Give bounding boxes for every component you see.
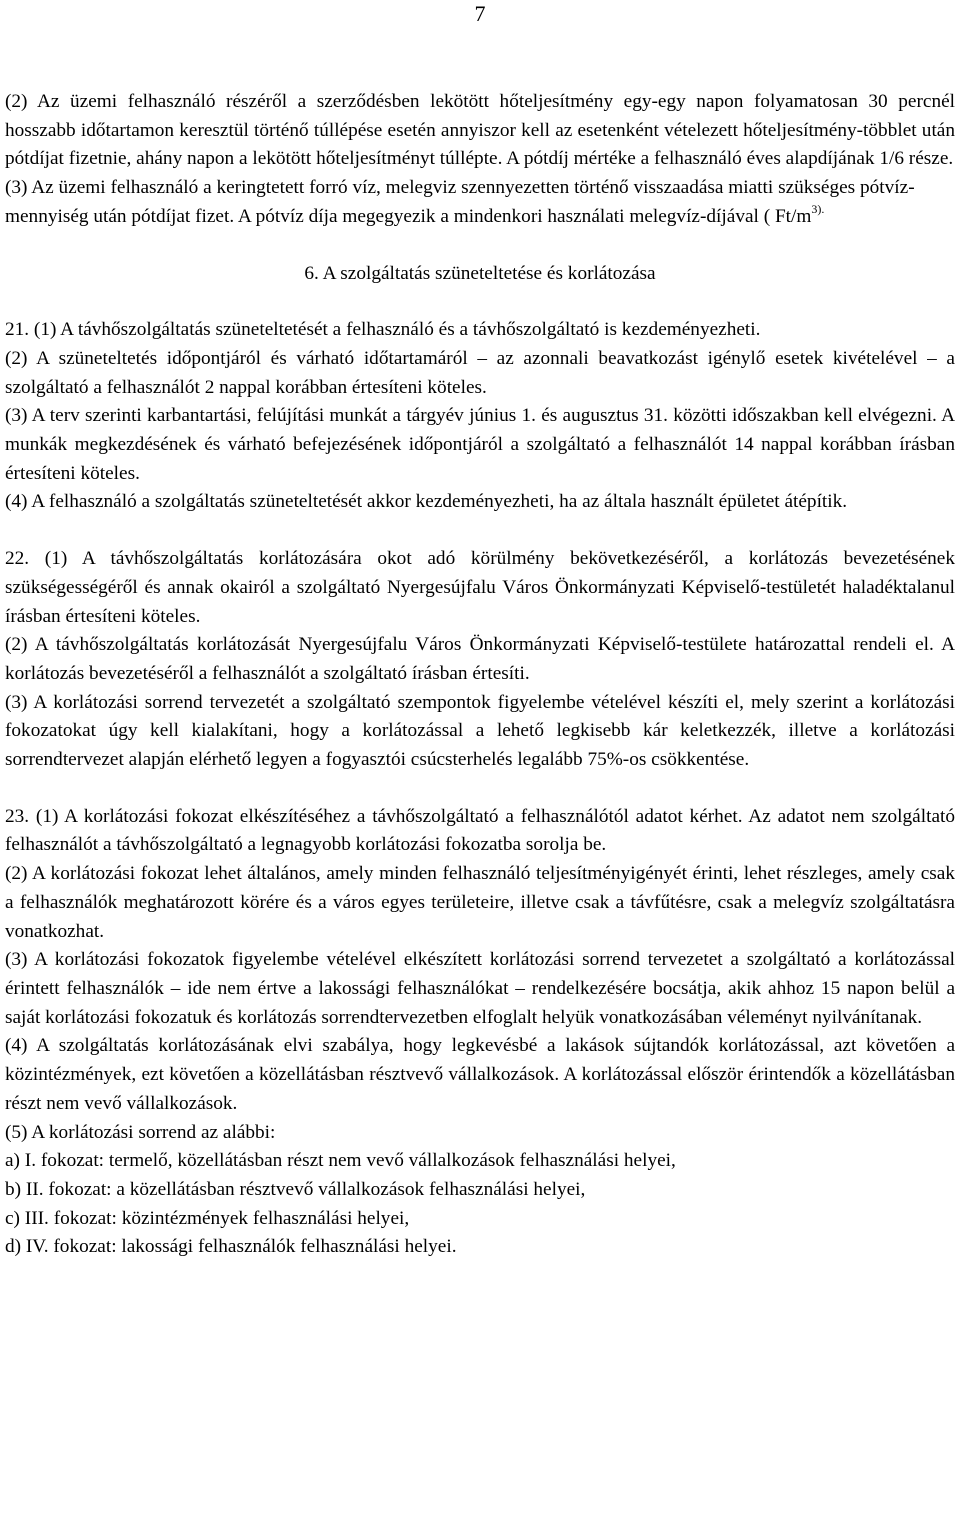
paragraph-23-1: 23. (1) A korlátozási fokozat elkészítéséhez a távhőszolgáltató a felhasználótól adatot kérhet. Az adatot nem szolgáltató felhasználót a távhőszolgáltató a legnagyobb korlátozási fokozatba sorolja be. [5, 805, 955, 856]
paragraph-21-1: 21. (1) A távhőszolgáltatás szüneteltetését a felhasználó és a távhőszolgáltató is kezdeményezheti. [5, 319, 761, 341]
paragraph-21-4: (4) A felhasználó a szolgáltatás szüneteltetését akkor kezdeményezheti, ha az általa használt épületet átépítik. [5, 491, 848, 513]
paragraph-23-3: (3) A korlátozási fokozatok figyelembe vételével elkészített korlátozási sorrend tervezetet a szolgáltató a korlátozással érintett felhasználók – ide nem értve a lakossági felhasználókat – rendelkezésére bocsátja, akik ahhoz 15 napon belül a saját korlátozási fokozatuk és korlátozás sorrendtervezetben elfoglalt helyük vonatkozásában véleményt nyilvánítanak. [5, 949, 955, 1028]
paragraph-20-2: (2) Az üzemi felhasználó részéről a szerződésben lekötött hőteljesítmény egy-egy napon folyamatosan 30 percnél hosszabb időtartamon keresztül történő túllépése esetén annyiszor kell az esetenként vételezett hőteljesítmény-többlet után pótdíjat fizetnie, ahány napon a lekötött hőteljesítményt túllépte. A pótdíj mértéke a felhasználó éves alapdíjának 1/6 része. [5, 91, 955, 170]
list-item: c) III. fokozat: közintézmények felhasználási helyei, [5, 1207, 410, 1229]
paragraph-23-2: (2) A korlátozási fokozat lehet általános, amely minden felhasználó teljesítményigényét érinti, lehet részleges, amely csak a felhasználók meghatározott körére és a város egyes területeire, illetve csak a távfűtésre, csak a melegvíz szolgáltatásra vonatkozhat. [5, 863, 955, 942]
document-body [5, 88, 955, 1262]
paragraph-20-3 [5, 174, 955, 231]
page-number: 7 [474, 1, 486, 26]
paragraph-22-1: 22. (1) A távhőszolgáltatás korlátozására okot adó körülmény bekövetkezéséről, a korlátozás bevezetésének szükségességéről és annak okairól a szolgáltató Nyergesújfalu Város Önkormányzati Képviselő-testületét haladéktalanul írásban értesíteni köteles. [5, 548, 955, 627]
list-item: d) IV. fokozat: lakossági felhasználók felhasználási helyei. [5, 1236, 457, 1258]
section-heading: 6. A szolgáltatás szüneteltetése és korlátozása [304, 262, 656, 284]
list-item: a) I. fokozat: termelő, közellátásban részt nem vevő vállalkozások felhasználási helyei, [5, 1150, 676, 1172]
paragraph-23-4: (4) A szolgáltatás korlátozásának elvi szabálya, hogy legkevésbé a lakások sújtandók korlátozással, azt követően a közintézmények, ezt követően a közellátásban résztvevő vállalkozások. A korlátozással először érintendők a közellátásban részt nem vevő vállalkozások. [5, 1035, 955, 1114]
superscript-footnote: 3). [811, 201, 825, 216]
paragraph-20-3-text: (3) Az üzemi felhasználó a keringtetett forró víz, melegviz szennyezetten történő visszaadása miatti szükséges pótvíz-mennyiség után pótdíjat fizet. A pótvíz díja megegyezik a mindenkori használati melegvíz-díjával ( Ft/m [5, 177, 915, 227]
list-item: b) II. fokozat: a közellátásban résztvevő vállalkozások felhasználási helyei, [5, 1178, 586, 1200]
paragraph-23-5: (5) A korlátozási sorrend az alábbi: [5, 1121, 276, 1143]
paragraph-22-2: (2) A távhőszolgáltatás korlátozását Nyergesújfalu Város Önkormányzati Képviselő-testülete határozattal rendeli el. A korlátozás bevezetéséről a felhasználót a szolgáltató írásban értesíti. [5, 634, 955, 684]
paragraph-21-2: (2) A szüneteltetés időpontjáról és várható időtartamáról – az azonnali beavatkozást igénylő esetek kivételével – a szolgáltató a felhasználót 2 nappal korábban értesíteni köteles. [5, 347, 955, 398]
paragraph-21-3: (3) A terv szerinti karbantartási, felújítási munkát a tárgyév június 1. és augusztus 31. közötti időszakban kell elvégezni. A munkák megkezdésének és várható befejezésének időpontjáról a szolgáltató a felhasználót 14 nappal korábban írásban értesíteni köteles. [5, 405, 955, 484]
paragraph-22-3: (3) A korlátozási sorrend tervezetét a szolgáltató szempontok figyelembe vételével készíti el, mely szerint a korlátozási fokozatokat úgy kell kialakítani, hogy a korlátozással a lehető legkisebb kár keletkezzék, illetve a korlátozási sorrendtervezet alapján elérhető legyen a fogyasztói csúcsterhelés legalább 75%-os csökkentése. [5, 691, 955, 771]
